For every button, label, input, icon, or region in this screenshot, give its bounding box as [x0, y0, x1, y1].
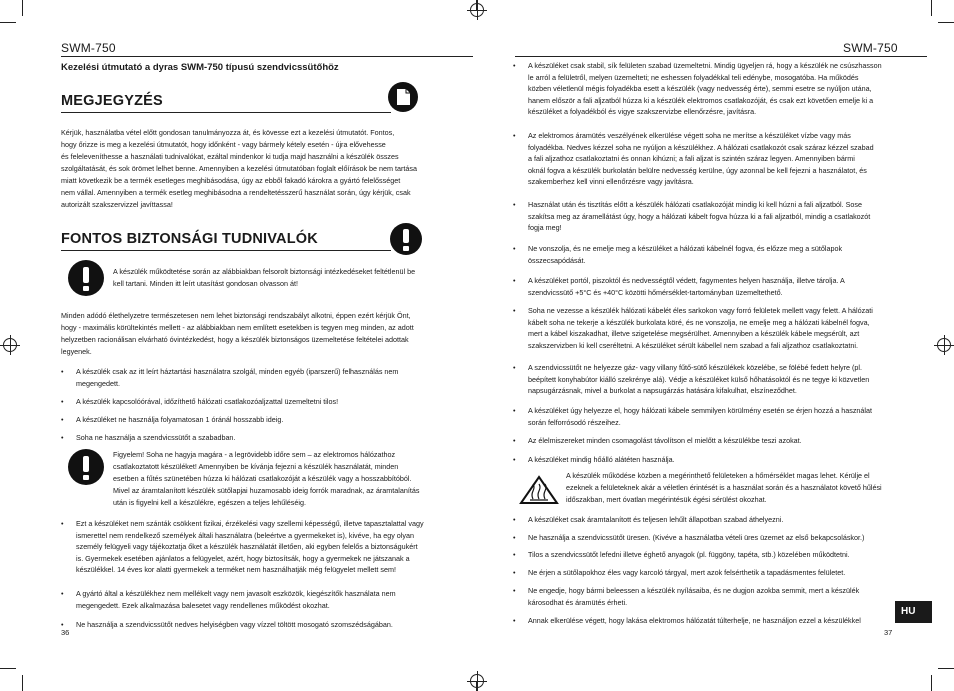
- hot-surface-icon: [519, 475, 559, 505]
- language-tab: HU: [895, 601, 932, 623]
- notes-line: autorizált szakszervizzel javíttassa!: [61, 200, 173, 209]
- list-item: • Az élelmiszereket minden csomagolást távolítson el mielőtt a készülékbe teszi azokat.: [513, 436, 802, 445]
- warning-line: Mivel az áramtalanított készülék sütőlapjai huzamosabb ideig forrók maradnak, az áramtalanítás: [113, 486, 420, 495]
- list-item: • Az elektromos áramütés veszélyének elkerülése végett soha ne merítse a készüléket vízbe vagy más folyadékba. Nedves kézzel soha ne nyúljon a készülékhez. A hálózati csatlakozót csak száraz kézzel szabad a fali aljzathoz csatlakoztatni és onnan kihúzni; a fali aljzat is szintén száraz legyen. Amennyiben bármi oknál fogva a készülék burkolatán belülre nedvesség kerülne, úgy azonnal be kell fejezni a használatot, és szakemberhez kell vinni ellenőrzésre vagy javításra.: [513, 131, 874, 187]
- list-item: • Használat után és tisztítás előtt a készülék hálózati csatlakozóját mindig ki kell húzni a fali aljzatból. Sose szakítsa meg az áramellátást úgy, hogy a hálózati kábelt fogva húzza ki a fali aljzatból, mindig a csatlakozót fogja meg!: [513, 200, 871, 233]
- list-item: • Ne érjen a sütőlapokhoz éles vagy karcoló tárgyal, mert azok felsérthetik a tapadásmentes felületet.: [513, 568, 846, 577]
- intro-line: Minden adódó élethelyzetre természetesen nem lehet biztonsági rendszabályt alkotni, éppen ezért kérjük Önt,: [61, 311, 411, 320]
- notes-line: nem vállal. Amennyiben a termék esetleg meghibásodna a rendeltetésszerű használat során, úgy kérjük, csak: [61, 188, 411, 197]
- list-item: • A készülék kapcsolóórával, időzíthető hálózati csatlakozóaljzattal üzemeltetni tilos!: [61, 397, 339, 406]
- notes-line: és feleleveníthesse a használati tudnivalókat, ezáltal mindenkor ki tudja majd használni a készülék összes: [61, 152, 399, 161]
- list-item: • Soha ne használja a szendvicssütőt a szabadban.: [61, 433, 236, 442]
- header-rule: [515, 56, 927, 57]
- hot-surface-line: ezeknek a felületeknek akár a véletlen érintését is a használat során és a használatot követő hűlési: [566, 483, 882, 492]
- list-item: • A készüléket portól, piszoktól és nedvességtől védett, fagymentes helyen használja, illetve tárolja. A szendvicssütő +5°C és +40°C közötti hőmérséklet-tartományban üzemeltethető.: [513, 276, 845, 297]
- page-number: 37: [884, 628, 893, 637]
- list-item: • A készülék csak az itt leírt háztartási használatra szolgál, minden egyéb (iparszerű) felhasználás nem megengedett.: [61, 367, 399, 388]
- list-item: • Ne vonszolja, és ne emelje meg a készüléket a hálózati kábelnél fogva, és előzze meg a sütőlapok összecsapódását.: [513, 244, 843, 265]
- warning-exclamation-icon: [68, 449, 104, 485]
- page-number: 36: [61, 628, 70, 637]
- warning-exclamation-icon: [68, 260, 104, 296]
- document-subtitle: Kezelési útmutató a dyras SWM-750 típusú szendvicssütőhöz: [61, 62, 339, 73]
- safety-heading: FONTOS BIZTONSÁGI TUDNIVALÓK: [61, 231, 318, 247]
- intro-line: hogy - maximális körültekintés mellett - az alábbiakban nem említett esetekben is tegyen meg minden, az adott: [61, 323, 414, 332]
- list-item: • A készüléket mindig hőálló alátéten használja.: [513, 455, 675, 464]
- warning-line: csatlakoztatott készüléket! Amennyiben be kívánja fejezni a készülék használatát, minden: [113, 462, 399, 471]
- list-item: • Annak elkerülése végett, hogy lakása elektromos hálózatát túlterhelje, ne használjon ezzel a készülékkel: [513, 616, 861, 625]
- warning-line: A készülék működtetése során az alábbiakban felsorolt biztonsági intézkedéseket feltétlenül be: [113, 267, 416, 276]
- right-page: [477, 0, 954, 691]
- intro-line: helyzetben racionálisan elvárható óvintézkedést, hogy a készülék biztonságos üzemeltetése feltételei adottak: [61, 335, 409, 344]
- notes-line: miatt következik be a termék esetleges meghibásodása, úgy az ebből fakadó károkra a gyártó felelősséget: [61, 176, 401, 185]
- list-item: • A készüléket ne használja folyamatosan 1 óránál hosszabb ideig.: [61, 415, 284, 424]
- list-item: • A készüléket csak áramtalanított és teljesen lehűlt állapotban szabad áthelyezni.: [513, 515, 784, 524]
- header-rule: [61, 56, 473, 57]
- notes-line: szolgáltatását, és sok örömet lelhet benne. Amennyiben a kezelési útmutatóban foglalt előírások be nem tartása: [61, 164, 417, 173]
- list-item: • Ne használja a szendvicssütőt nedves helyiségben vagy vízzel töltött mosogató szomszédságában.: [61, 620, 393, 629]
- warning-line: Figyelem! Soha ne hagyja magára - a legrövidebb időre sem – az elektromos hálózathoz: [113, 450, 396, 459]
- safety-heading-rule: [61, 250, 391, 251]
- notes-heading-rule: [61, 112, 391, 113]
- notes-line: hogy őrizze is meg a kezelési útmutatót, hogy időnként - vagy bármely kétely esetén - újra elővehesse: [61, 140, 386, 149]
- list-item: • Ne engedje, hogy bármi beleessen a készülék nyílásaiba, és ne dugjon azokba semmit, mert a készülék károsodhat és áramütés érheti.: [513, 586, 860, 607]
- list-item: • Soha ne vezesse a készülék hálózati kábelét éles sarkokon vagy forró felületek mellett vagy felett. A hálózati kábelt soha ne tekerje a készülék burkolata köré, és ne vonszolja, ne emelje meg a hálózati kábelnél fogva, mert a kábel kiszakadhat, illetve szigetelése megsérülhet. Amennyiben a készülék kábele megsérült, azt szakszervizben ki kell cseréltetni. A készüléket sérült kábellel nem szabad a fali aljzathoz csatlakoztatni.: [513, 306, 873, 350]
- notes-line: Kérjük, használatba vétel előtt gondosan tanulmányozza át, és kövesse ezt a kezelési útmutatót. Fontos,: [61, 128, 395, 137]
- list-item: • A gyártó által a készülékhez nem mellékelt vagy nem javasolt eszközök, kiegészítők használata nem megengedett. Ezek alkalmazása balesetet vagy rendellenes működést okozhat.: [61, 589, 396, 610]
- hot-surface-line: időszakban, mert óvatlan megérintésük égési sérülést okozhat.: [566, 495, 767, 504]
- list-item: • Tilos a szendvicssütőt lefedni illetve éghető anyagok (pl. függöny, tapéta, stb.) közelében működtetni.: [513, 550, 850, 559]
- notes-heading: MEGJEGYZÉS: [61, 93, 163, 109]
- list-item: • A készüléket úgy helyezze el, hogy hálózati kábele semmilyen körülmény esetén se érjen hozzá a használat során felforrósodó részeihez.: [513, 406, 872, 427]
- list-item: • A szendvicssütőt ne helyezze gáz- vagy villany fűtő-sütő készülékek közelébe, se fölébé fedett helyre (pl. beépített konyhabútor kiálló szekrénye alá). Védje a készüléket külső hőhatásoktól és ne tegye ki közvetlen napsugárzásnak, mivel a burkolat a napsugárzás hatására kifakulhat, elszíneződhet.: [513, 363, 870, 396]
- exclamation-icon: [390, 223, 422, 255]
- warning-line: kell tartani. Minden itt leírt utasítást gondosan olvasson át!: [113, 279, 298, 288]
- warning-line: után is figyelni kell a készülékre, egészen a teljes lehűléséig.: [113, 498, 306, 507]
- model-label: SWM-750: [843, 41, 898, 55]
- warning-line: esetben a fűtés szünetében húzza ki hálózati csatlakozóját a készülék vagy a hosszabbítóból.: [113, 474, 412, 483]
- list-item: • Ezt a készüléket nem szánták csökkent fizikai, érzékelési vagy szellemi képességű, illetve tapasztalattal vagy ismerettel nem rendelkező személyek általi használatra (beleértve a gyermekeket is), kivéve, ha egy olyan személy felügyeli vagy tájékoztatja őket a készülék használatát illetően, aki egyben felelős a biztonságukért is. Gyermekek esetében ajánlatos a felügyelet, azért, hogy biztosítsák, hogy a gyermekek ne játszanak a készülékkel. 14 éves kor alatti gyermekek a terméket nem használhatják még felügyelet mellett sem!: [61, 519, 424, 575]
- intro-line: legyenek.: [61, 347, 92, 356]
- hot-surface-line: A készülék működése közben a megérinthető felületeken a hőmérséklet magas lehet. Kérülje el: [566, 471, 870, 480]
- model-label: SWM-750: [61, 41, 116, 55]
- list-item: • Ne használja a szendvicssütőt üresen. (Kivéve a használatba vételi üres üzemet az első bekapcsoláskor.): [513, 533, 865, 542]
- document-icon: [388, 81, 418, 113]
- list-item: • A készüléket csak stabil, sík felületen szabad üzemeltetni. Mindig ügyeljen rá, hogy a készülék ne csúszhasson le arról a felületről, melyen üzemelteti; ne eshessen folyadékkal teli edénybe, mosogatóba. Ha működés közben véletlenül mégis folyadékba esett a készülék (vagy nedvesség érte), semmi esetre se nyúljon utána, hanem először a fali aljzatból húzza ki a készülék elektromos csatlakozóját, és csak ezt követően emelje ki a készüléket a folyadékból és vigye szakszervizbe ellenőrzésre, javításra.: [513, 61, 882, 117]
